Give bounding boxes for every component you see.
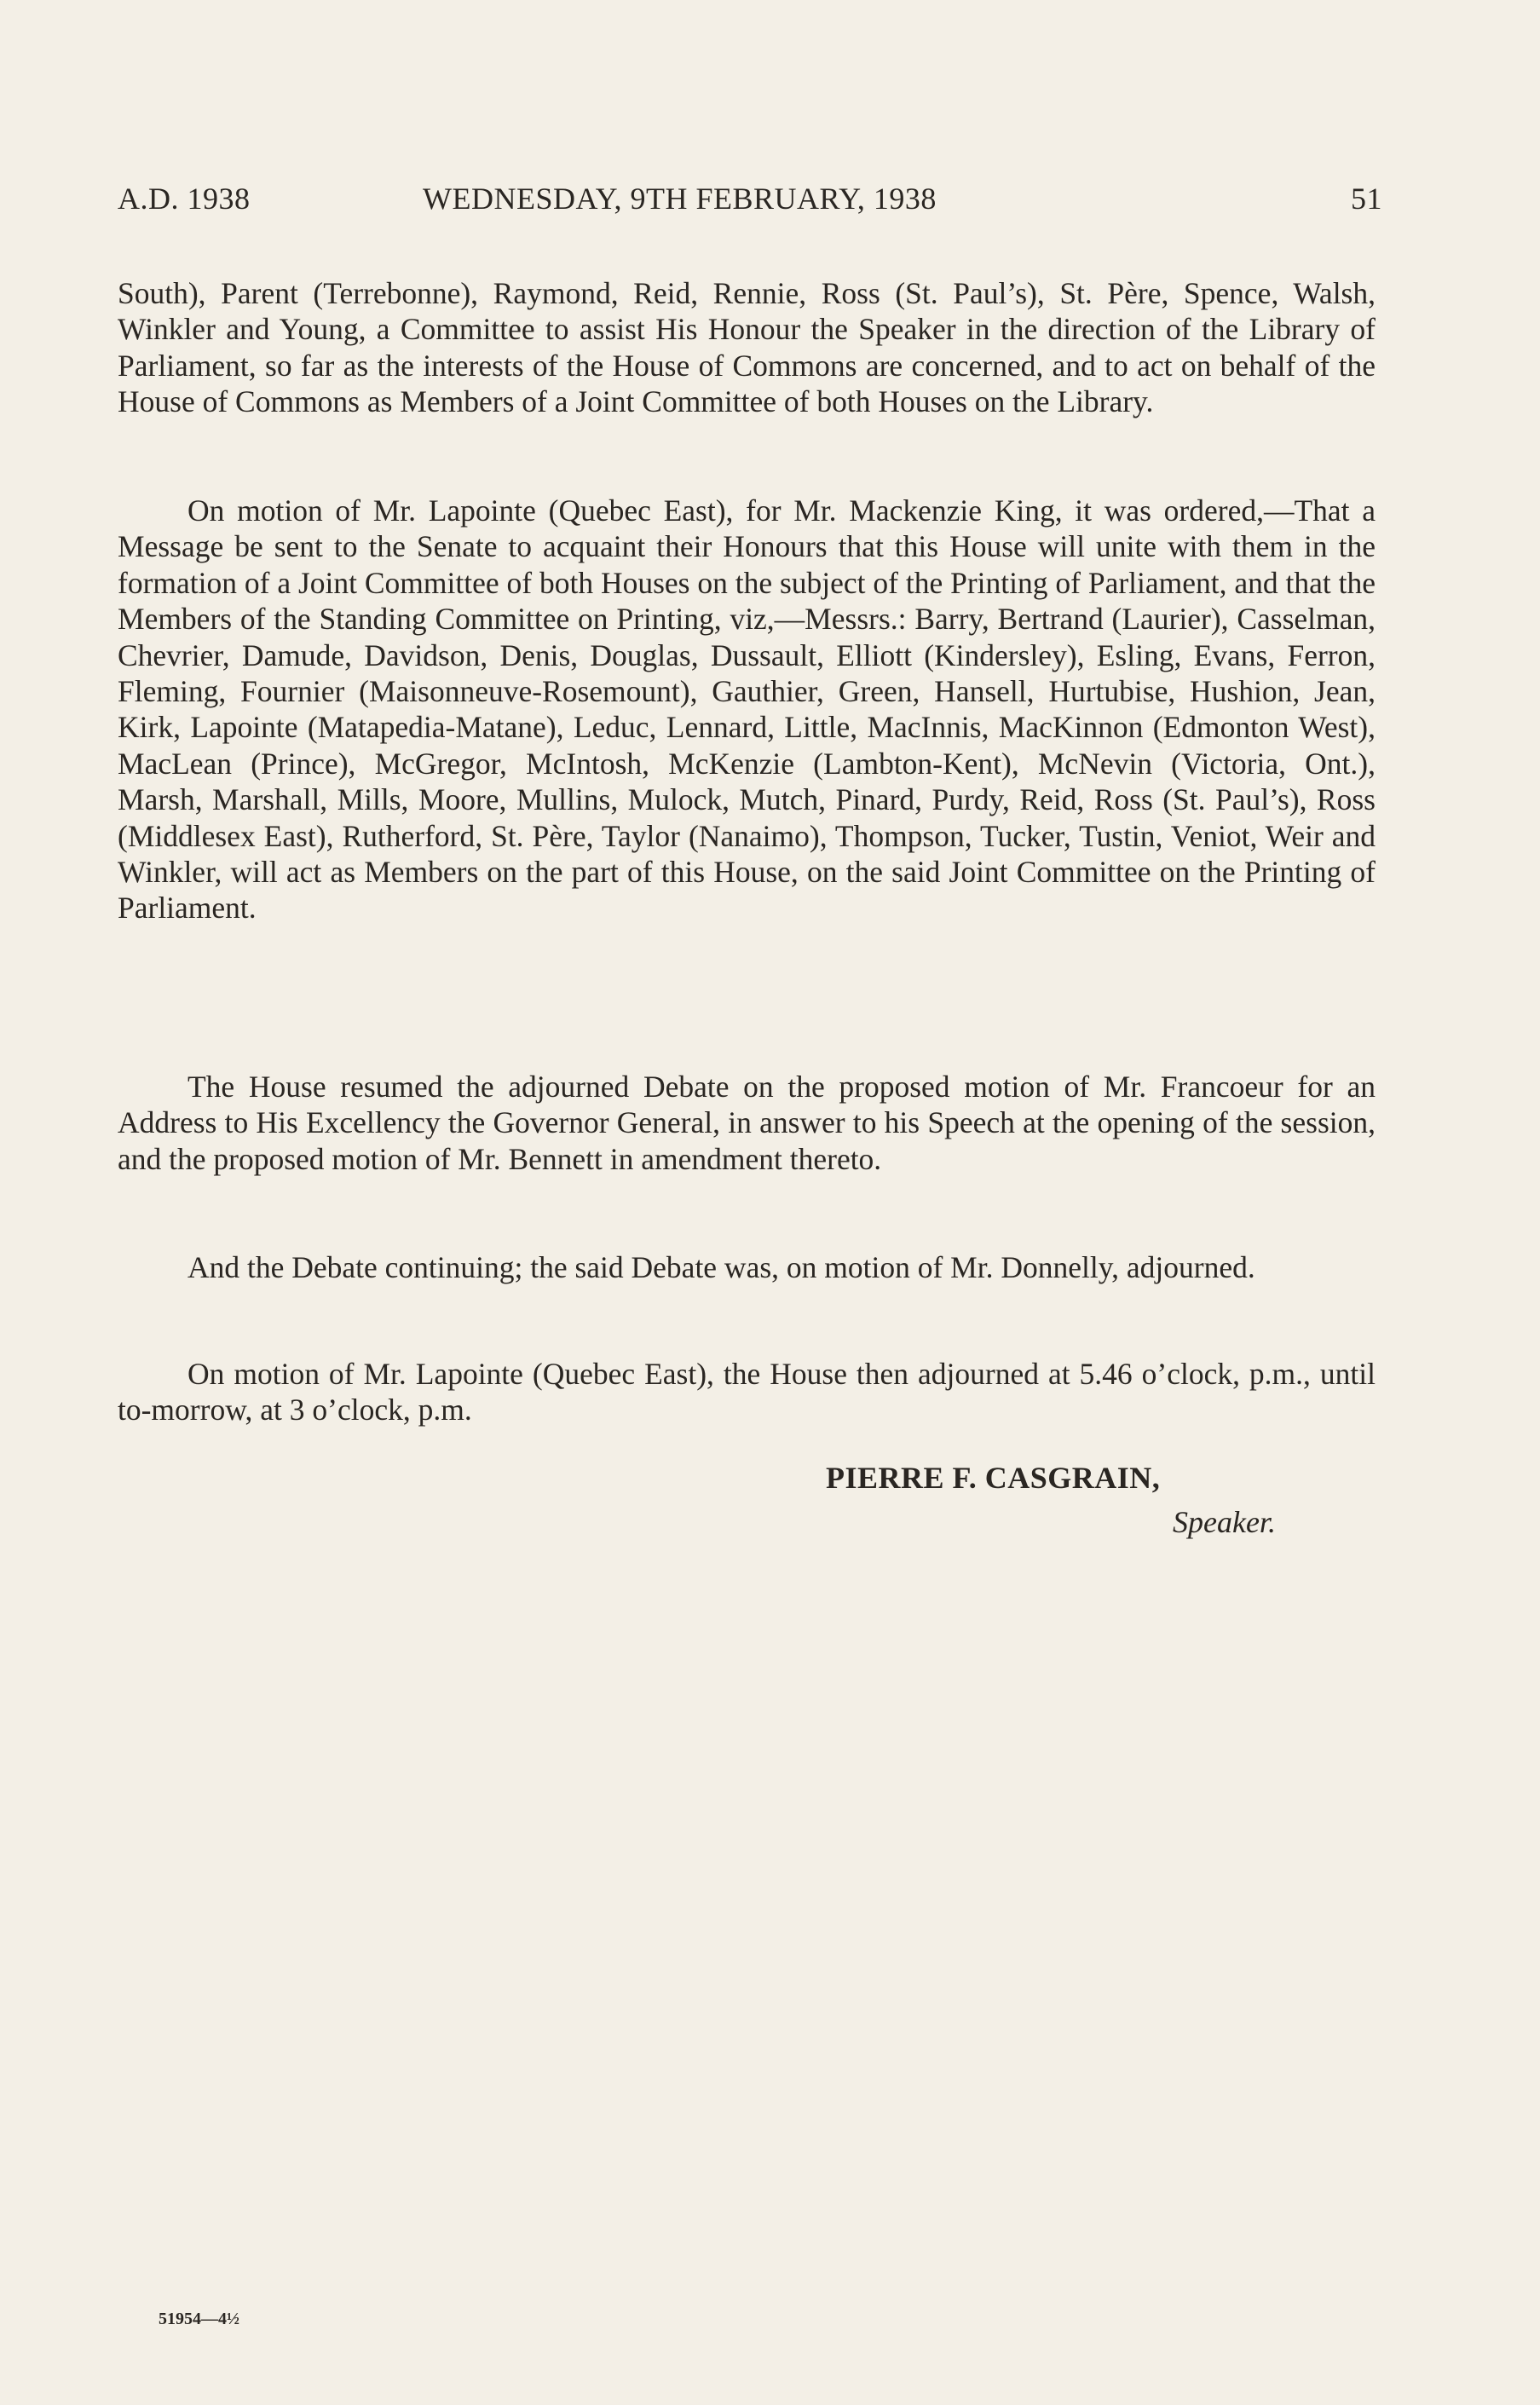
signature-name: PIERRE F. CASGRAIN, [826,1461,1161,1495]
running-head-year: A.D. 1938 [118,182,251,216]
page-number: 51 [1351,182,1382,216]
paragraph-debate-resumed: The House resumed the adjourned Debate on the proposed motion of Mr. Francoeur for an Address to His Excellency the Governor General, in answer to his Speech at the opening of the session, and the proposed motion of Mr. Bennett in amendment thereto. [118,1070,1376,1176]
printer-code: 51954—4½ [159,2310,239,2328]
running-head-date: WEDNESDAY, 9TH FEBRUARY, 1938 [423,182,937,216]
paragraph-library-committee: South), Parent (Terrebonne), Raymond, Reid, Rennie, Ross (St. Paul’s), St. Père, Spence, Walsh, Winkler and Young, a Committee to assist His Honour the Speaker in the direction of the Library of Parliament, so far as the interests of the House of Commons are concerned, and to act on behalf of the House of Commons as Members of a Joint Committee of both Houses on the Library. [118,276,1376,419]
paragraph-printing-committee: On motion of Mr. Lapointe (Quebec East), for Mr. Mackenzie King, it was ordered,—That a Message be sent to the Senate to acquaint their Honours that this House will unite with them in the formation of a Joint Committee of both Houses on the subject of the Printing of Parliament, and that the Members of the Standing Committee on Printing, viz,—Messrs.: Barry, Bertrand (Laurier), Casselman, Chevrier, Damude, Davidson, Denis, Douglas, Dussault, Elliott (Kindersley), Esling, Evans, Ferron, Fleming, Fournier (Maisonneuve-Rosemount), Gauthier, Green, Hansell, Hurtubise, Hushion, Jean, Kirk, Lapointe (Matapedia-Matane), Leduc, Lennard, Little, MacInnis, MacKinnon (Edmonton West), MacLean (Prince), McGregor, McIntosh, McKenzie (Lambton-Kent), McNevin (Victoria, Ont.), Marsh, Marshall, Mills, Moore, Mullins, Mulock, Mutch, Pinard, Purdy, Reid, Ross (St. Paul’s), Ross (Middlesex East), Rutherford, St. Père, Taylor (Nanaimo), Thompson, Tucker, Tustin, Veniot, Weir and Winkler, will act as Members on the part of this House, on the said Joint Committee on the Printing of Parliament. [118,493,1376,926]
running-head [118,181,1382,223]
signature-title: Speaker. [1173,1505,1276,1539]
paragraph-debate-adjourned: And the Debate continuing; the said Debate was, on motion of Mr. Donnelly, adjourned. [187,1250,1255,1284]
paragraph-house-adjourned: On motion of Mr. Lapointe (Quebec East), the House then adjourned at 5.46 o’clock, p.m., until to-morrow, at 3 o’clock, p.m. [118,1357,1376,1427]
